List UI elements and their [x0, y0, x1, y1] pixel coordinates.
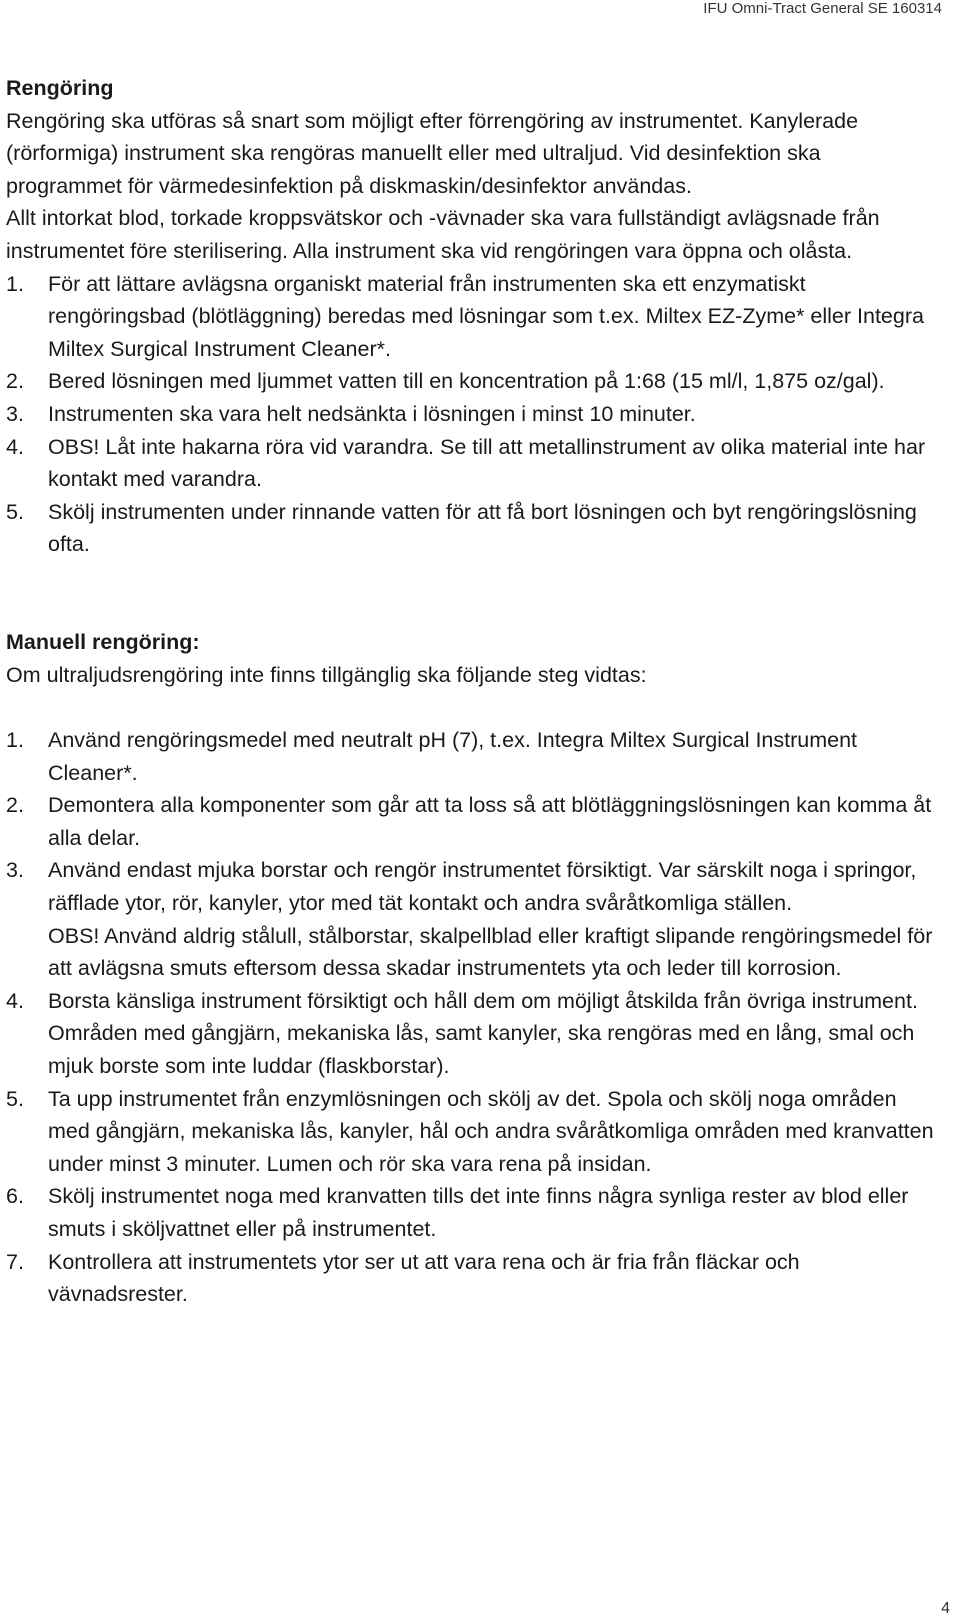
document-id: IFU Omni-Tract General SE 160314 [703, 0, 942, 17]
step-text: Ta upp instrumentet från enzymlösningen och skölj av det. Spola och skölj noga områden med gångjärn, mekaniska lås, kanyler, hål och andra svåråtkomliga områden med kranvatten under minst 3 minuter. Lumen och rör ska vara rena på insidan. [48, 1086, 934, 1176]
list-item [6, 398, 941, 431]
list-item [6, 431, 941, 496]
list-item [6, 496, 941, 561]
step-note: OBS! Använd aldrig stålull, stålborstar, skalpellblad eller kraftigt slipande rengöringsmedel för att avlägsna smuts eftersom dessa skadar instrumentets yta och leder till korrosion. [48, 923, 933, 981]
step-number: 3. [6, 858, 24, 883]
step-number: 2. [6, 793, 24, 818]
step-text: Demontera alla komponenter som går att ta loss så att blötläggningslösningen kan komma åt alla delar. [48, 793, 932, 850]
step-number: 5. [6, 1086, 24, 1111]
step-number: 3. [6, 401, 24, 426]
list-item [6, 1246, 941, 1311]
step-text: Skölj instrumenten under rinnande vatten för att få bort lösningen och byt rengöringslösning ofta. [48, 499, 917, 557]
section-heading-cleaning: Rengöring [6, 76, 114, 100]
step-number: 4. [6, 434, 24, 459]
step-number: 5. [6, 499, 24, 524]
step-text: Instrumenten ska vara helt nedsänkta i lösningen i minst 10 minuter. [48, 401, 696, 426]
step-text: OBS! Låt inte hakarna röra vid varandra. Se till att metallinstrument av olika material inte har kontakt med varandra. [48, 434, 926, 492]
list-item [6, 724, 941, 789]
cleaning-intro: Rengöring ska utföras så snart som möjligt efter förrengöring av instrumentet. Kanylerade (rörformiga) instrument ska rengöras manuellt eller med ultraljud. Vid desinfektion ska programmet för värmedesinfektion på diskmaskin/desinfektor användas. [6, 108, 859, 198]
step-number: 1. [6, 271, 24, 296]
page-number: 4 [941, 1600, 950, 1617]
step-text: Använd rengöringsmedel med neutralt pH (7), t.ex. Integra Miltex Surgical Instrument Cleaner*. [48, 728, 858, 785]
list-item [6, 789, 941, 854]
section-spacer [6, 561, 941, 626]
step-text: Kontrollera att instrumentets ytor ser ut att vara rena och är fria från fläckar och vävnadsrester. [48, 1249, 800, 1307]
list-item [6, 268, 941, 366]
step-number: 4. [6, 988, 24, 1013]
section-heading-manual-cleaning: Manuell rengöring: [6, 629, 200, 654]
list-item [6, 1083, 941, 1181]
manual-cleaning-steps-list [6, 724, 941, 1311]
step-text: För att lättare avlägsna organiskt material från instrumenten ska ett enzymatiskt rengöringsbad (blötläggning) beredas med lösningar som t.ex. Miltex EZ-Zyme* eller Integra Miltex Surgical Instrument Cleaner*. [48, 271, 924, 361]
list-item [6, 854, 941, 984]
step-text: Använd endast mjuka borstar och rengör instrumentet försiktigt. Var särskilt noga i springor, räfflade ytor, rör, kanyler, ytor med tät kontakt och andra svåråtkomliga ställen. [48, 858, 917, 916]
intro-spacer [6, 691, 941, 724]
cleaning-intro-2: Allt intorkat blod, torkade kroppsvätskor och -vävnader ska vara fullständigt avlägsnade från instrumentet före sterilisering. Alla instrument ska vid rengöringen vara öppna och olåsta. [6, 206, 880, 263]
document-body [6, 72, 941, 1311]
step-text: Skölj instrumentet noga med kranvatten tills det inte finns några synliga rester av blod eller smuts i sköljvattnet eller på instrumentet. [48, 1184, 909, 1241]
step-number: 6. [6, 1184, 24, 1209]
manual-cleaning-intro: Om ultraljudsrengöring inte finns tillgänglig ska följande steg vidtas: [6, 662, 647, 687]
step-text: Borsta känsliga instrument försiktigt och håll dem om möjligt åtskilda från övriga instrument. Områden med gångjärn, mekaniska lås, samt kanyler, ska rengöras med en lång, smal och mjuk borste som inte luddar (flaskborstar). [48, 988, 918, 1079]
step-number: 7. [6, 1249, 24, 1274]
list-item [6, 365, 941, 398]
step-number: 1. [6, 728, 24, 753]
step-number: 2. [6, 369, 24, 394]
cleaning-steps-list [6, 268, 941, 561]
step-text: Bered lösningen med ljummet vatten till en koncentration på 1:68 (15 ml/l, 1,875 oz/gal). [48, 369, 885, 394]
list-item [6, 985, 941, 1083]
list-item [6, 1180, 941, 1245]
